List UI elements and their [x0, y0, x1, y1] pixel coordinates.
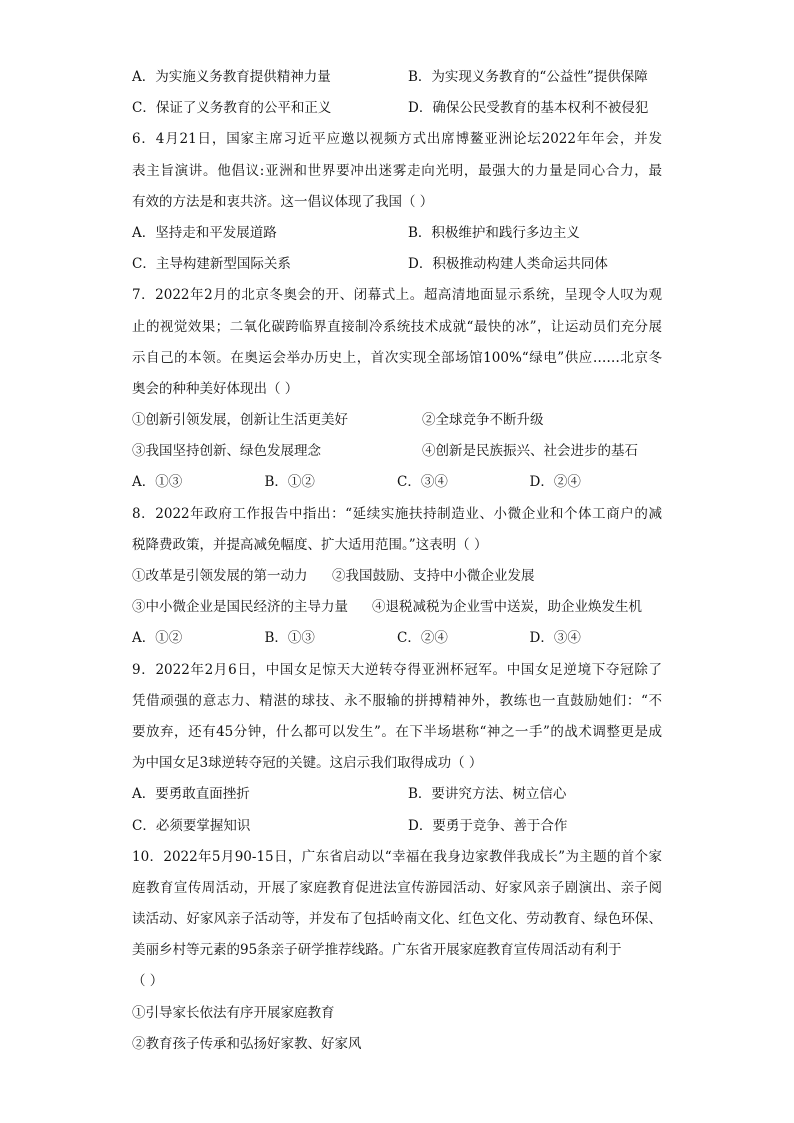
q9-stem-line: 9．2022年2月6日，中国女足惊天大逆转夺得亚洲杯冠军。中国女足逆境下夺冠除了	[132, 661, 662, 678]
q9-option-c: C．必须要掌握知识	[132, 817, 251, 834]
q6-option-c: C．主导构建新型国际关系	[132, 256, 291, 273]
q9-stem-line: 为中国女足3球逆转夺冠的关键。这启示我们取得成功（ ）	[132, 755, 483, 772]
q6-option-b: B．积极维护和践行多边主义	[408, 224, 580, 241]
q8-stem-line: 8．2022年政府工作报告中指出：“延续实施扶持制造业、小微企业和个体工商户的减	[132, 505, 662, 522]
q7-stem-line: 示自己的本领。在奥运会举办历史上，首次实现全部场馆100%“绿电”供应……北京冬	[132, 349, 662, 366]
q9-option-a: A．要勇敢直面挫折	[132, 786, 250, 803]
q10-answer-blank: （ ）	[132, 973, 164, 990]
q9-options-row-2	[132, 811, 662, 842]
q8-statement-2: ②我国鼓励、支持中小微企业发展	[332, 568, 535, 584]
q10-statement-2: ②教育孩子传承和弘扬好家教、好家风	[132, 1035, 362, 1052]
q8-option-c: C．②④	[397, 630, 448, 647]
q10-stem-line: 读活动、好家风亲子活动等，并发布了包括岭南文化、红色文化、劳动教育、绿色环保、	[132, 911, 662, 928]
exam-content	[132, 62, 662, 1060]
q9-options-row-1	[132, 779, 662, 810]
q10-stem-line: 10．2022年5月90-15日，广东省启动以“幸福在我身边家教伴我成长”为主题的首个家	[132, 848, 662, 865]
q5-options-row-2	[132, 93, 662, 124]
q7-statement-3: ③我国坚持创新、绿色发展理念	[132, 443, 321, 460]
q5-option-d: D．确保公民受教育的基本权利不被侵犯	[408, 100, 649, 117]
q7-stem-line: 止的视觉效果；二氧化碳跨临界直接制冷系统技术成就“最快的冰”，让运动员们充分展	[132, 318, 662, 335]
q6-option-d: D．积极推动构建人类命运共同体	[408, 256, 608, 273]
q6-stem-line: 表主旨演讲。他倡议:亚洲和世界要冲出迷雾走向光明，最强大的力量是同心合力，最	[132, 162, 662, 179]
q8-statement-1: ①改革是引领发展的第一动力	[132, 568, 308, 584]
q7-options-row	[132, 467, 662, 498]
q8-statement-4: ④退税减税为企业雪中送炭，助企业焕发生机	[372, 599, 642, 616]
q5-option-c: C．保证了义务教育的公平和正义	[132, 100, 332, 117]
q9-stem-line: 凭借顽强的意志力、精湛的球技、永不服输的拼搏精神外，教练也一直鼓励她们：“不	[132, 692, 662, 709]
q7-statement-1: ①创新引领发展，创新让生活更美好	[132, 412, 348, 429]
q10-stem-line: 庭教育宣传周活动，开展了家庭教育促进法宣传游园活动、好家风亲子剧演出、亲子阅	[132, 879, 662, 896]
q10-statement-1: ①引导家长依法有序开展家庭教育	[132, 1004, 335, 1021]
q7-stem-line: 7．2022年2月的北京冬奥会的开、闭幕式上。超高清地面显示系统，呈现令人叹为观	[132, 287, 662, 304]
q5-option-b: B．为实现义务教育的“公益性”提供保障	[408, 69, 648, 85]
q7-stem-line: 奥会的种种美好体现出（ ）	[132, 380, 299, 397]
q6-options-row-1	[132, 218, 662, 249]
q9-option-d: D．要勇于竞争、善于合作	[408, 817, 568, 834]
q7-statements-row-2	[132, 436, 662, 467]
q6-stem-line: 有效的方法是和衷共济。这一倡议体现了我国（ ）	[132, 193, 434, 210]
q8-stem-line: 税降费政策，并提高减免幅度、扩大适用范围。”这表明（ ）	[132, 536, 488, 553]
q7-option-d: D．②④	[529, 474, 581, 491]
q6-stem-line: 6．4月21日，国家主席习近平应邀以视频方式出席博鳌亚洲论坛2022年年会，并发	[132, 131, 662, 148]
q5-options-row-1	[132, 62, 662, 93]
q8-option-b: B．①③	[264, 630, 315, 647]
q6-options-row-2	[132, 249, 662, 280]
q9-stem-line: 要放弃，还有45分钟，什么都可以发生”。在下半场堪称“神之一手”的战术调整更是成	[132, 723, 662, 740]
q8-option-d: D．③④	[529, 630, 581, 647]
q8-statement-3: ③中小微企业是国民经济的主导力量	[132, 599, 348, 616]
q7-statements-row-1	[132, 405, 662, 436]
q10-stem-line: 美丽乡村等元素的95条亲子研学推荐线路。广东省开展家庭教育宣传周活动有利于	[132, 942, 622, 959]
q7-option-c: C．③④	[397, 474, 448, 491]
q8-statements-row-2	[132, 592, 662, 623]
q8-options-row	[132, 623, 662, 654]
q9-option-b: B．要讲究方法、树立信心	[408, 786, 567, 803]
q8-option-a: A．①②	[132, 630, 183, 647]
q7-statement-2: ②全球竞争不断升级	[422, 412, 544, 429]
q7-option-b: B．①②	[264, 474, 315, 491]
q8-statements-row-1	[132, 561, 662, 592]
q5-option-a: A．为实施义务教育提供精神力量	[132, 69, 331, 85]
q7-statement-4: ④创新是民族振兴、社会进步的基石	[422, 443, 638, 460]
q7-option-a: A．①③	[132, 474, 183, 491]
q6-option-a: A．坚持走和平发展道路	[132, 224, 277, 241]
